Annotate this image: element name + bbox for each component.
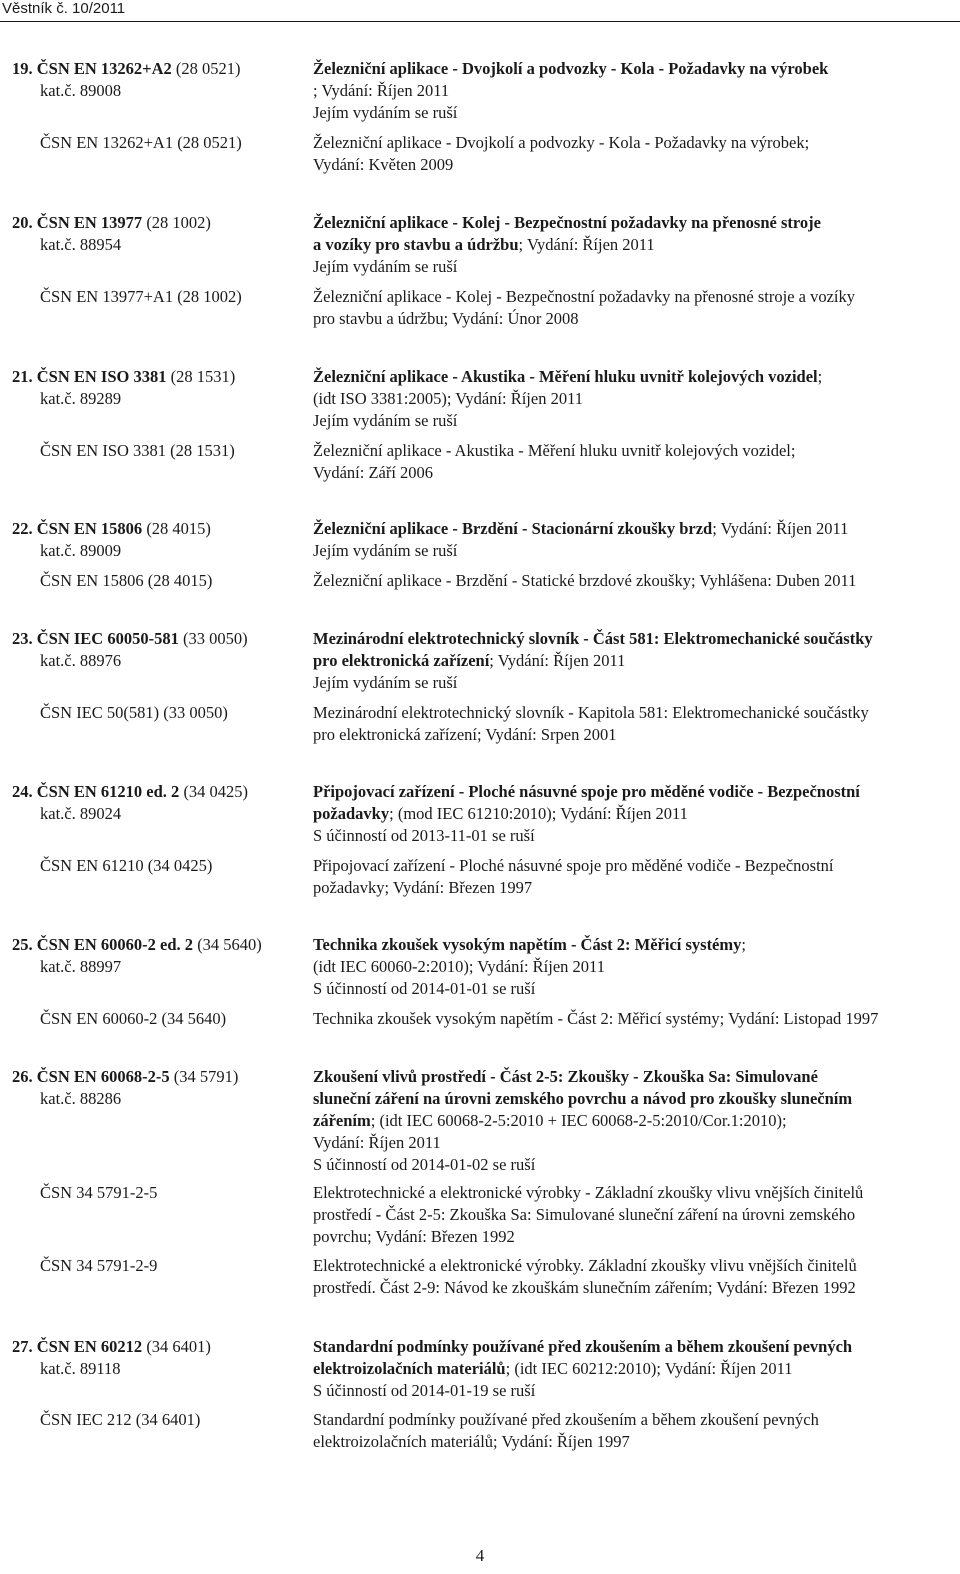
- replacement-note: S účinností od 2014-01-02 se ruší: [313, 1155, 536, 1174]
- standard-title: Železniční aplikace - Kolej - Bezpečnostní požadavky na přenosné stroje: [313, 213, 821, 232]
- standard-designation: 23. ČSN IEC 60050-581 (33 0050): [12, 629, 248, 648]
- standard-designation: 26. ČSN EN 60068-2-5 (34 5791): [12, 1067, 239, 1086]
- replaced-title-line: Vydání: Září 2006: [313, 463, 434, 482]
- replacement-note: Jejím vydáním se ruší: [313, 673, 458, 692]
- replaced-title-line: pro elektronická zařízení; Vydání: Srpen 2001: [313, 725, 617, 744]
- replaced-title-line: prostředí. Část 2-9: Návod ke zkouškám slunečním zářením; Vydání: Březen 1992: [313, 1278, 856, 1297]
- standard-designation: 27. ČSN EN 60212 (34 6401): [12, 1337, 211, 1356]
- catalog-number: kat.č. 88976: [40, 651, 122, 670]
- replaced-title-line: pro stavbu a údržbu; Vydání: Únor 2008: [313, 309, 579, 328]
- standard-title: zářením; (idt IEC 60068-2-5:2010 + IEC 60068-2-5:2010/Cor.1:2010);: [313, 1111, 787, 1130]
- standard-title: požadavky; (mod IEC 61210:2010); Vydání: Říjen 2011: [313, 804, 688, 823]
- issue-date: (idt ISO 3381:2005); Vydání: Říjen 2011: [313, 389, 583, 408]
- replacement-note: Jejím vydáním se ruší: [313, 103, 458, 122]
- replaced-standard: ČSN 34 5791-2-9: [40, 1256, 158, 1275]
- standard-designation: 25. ČSN EN 60060-2 ed. 2 (34 5640): [12, 935, 262, 954]
- replaced-title-line: Mezinárodní elektrotechnický slovník - Kapitola 581: Elektromechanické součástky: [313, 703, 869, 722]
- replaced-standard: ČSN EN ISO 3381 (28 1531): [40, 441, 235, 460]
- standard-designation: 20. ČSN EN 13977 (28 1002): [12, 213, 211, 232]
- replaced-standard: ČSN 34 5791-2-5: [40, 1183, 158, 1202]
- replaced-title-line: Technika zkoušek vysokým napětím - Část 2: Měřicí systémy; Vydání: Listopad 1997: [313, 1009, 879, 1028]
- replaced-standard: ČSN EN 13977+A1 (28 1002): [40, 287, 242, 306]
- standard-title: Připojovací zařízení - Ploché násuvné spoje pro měděné vodiče - Bezpečnostní: [313, 782, 860, 801]
- replaced-title-line: elektroizolačních materiálů; Vydání: Říjen 1997: [313, 1432, 630, 1451]
- replacement-note: S účinností od 2014-01-19 se ruší: [313, 1381, 536, 1400]
- standard-title: Technika zkoušek vysokým napětím - Část 2: Měřicí systémy;: [313, 935, 746, 954]
- replacement-note: S účinností od 2014-01-01 se ruší: [313, 979, 536, 998]
- replacement-note: S účinností od 2013-11-01 se ruší: [313, 826, 535, 845]
- replaced-title-line: Železniční aplikace - Brzdění - Statické brzdové zkoušky; Vyhlášena: Duben 2011: [313, 571, 857, 590]
- catalog-number: kat.č. 89009: [40, 541, 122, 560]
- catalog-number: kat.č. 88954: [40, 235, 122, 254]
- replaced-standard: ČSN EN 13262+A1 (28 0521): [40, 133, 242, 152]
- replaced-standard: ČSN IEC 212 (34 6401): [40, 1410, 201, 1429]
- replaced-standard: ČSN EN 61210 (34 0425): [40, 856, 213, 875]
- journal-title: Věstník č. 10/2011: [2, 0, 126, 17]
- standard-title: Zkoušení vlivů prostředí - Část 2-5: Zkoušky - Zkouška Sa: Simulované: [313, 1067, 818, 1086]
- standard-title: pro elektronická zařízení; Vydání: Říjen 2011: [313, 651, 626, 670]
- replaced-title-line: Standardní podmínky používané před zkoušením a během zkoušení pevných: [313, 1410, 819, 1429]
- standard-title: Železniční aplikace - Dvojkolí a podvozky - Kola - Požadavky na výrobek: [313, 59, 829, 78]
- replaced-title-line: Elektrotechnické a elektronické výrobky - Základní zkoušky vlivu vnějších činitelů: [313, 1183, 864, 1202]
- standard-title: elektroizolačních materiálů; (idt IEC 60212:2010); Vydání: Říjen 2011: [313, 1359, 793, 1378]
- replaced-title-line: prostředí - Část 2-5: Zkouška Sa: Simulované sluneční záření na úrovni zemského: [313, 1205, 856, 1224]
- standard-title: Železniční aplikace - Brzdění - Stacionární zkoušky brzd; Vydání: Říjen 2011: [313, 519, 849, 538]
- standard-designation: 22. ČSN EN 15806 (28 4015): [12, 519, 211, 538]
- replacement-note: Jejím vydáním se ruší: [313, 411, 458, 430]
- standard-designation: 24. ČSN EN 61210 ed. 2 (34 0425): [12, 782, 249, 801]
- standard-title: sluneční záření na úrovni zemského povrchu a návod pro zkoušky slunečním: [313, 1089, 853, 1108]
- replacement-note: Jejím vydáním se ruší: [313, 257, 458, 276]
- issue-date: (idt IEC 60060-2:2010); Vydání: Říjen 2011: [313, 957, 605, 976]
- page-header: [0, 0, 960, 28]
- header-rule: [0, 21, 960, 22]
- issue-date: ; Vydání: Říjen 2011: [313, 81, 450, 100]
- standard-title: Železniční aplikace - Akustika - Měření hluku uvnitř kolejových vozidel;: [313, 367, 823, 386]
- catalog-number: kat.č. 89024: [40, 804, 122, 823]
- catalog-number: kat.č. 88286: [40, 1089, 122, 1108]
- catalog-number: kat.č. 88997: [40, 957, 122, 976]
- standard-title: Standardní podmínky používané před zkoušením a během zkoušení pevných: [313, 1337, 853, 1356]
- page-number: 4: [475, 1546, 485, 1565]
- replaced-standard: ČSN IEC 50(581) (33 0050): [40, 703, 228, 722]
- replaced-title-line: Vydání: Květen 2009: [313, 155, 454, 174]
- catalog-number: kat.č. 89118: [40, 1359, 121, 1378]
- replaced-standard: ČSN EN 15806 (28 4015): [40, 571, 213, 590]
- catalog-number: kat.č. 89008: [40, 81, 122, 100]
- replaced-title-line: povrchu; Vydání: Březen 1992: [313, 1227, 515, 1246]
- replaced-title-line: Železniční aplikace - Akustika - Měření hluku uvnitř kolejových vozidel;: [313, 441, 796, 460]
- replaced-title-line: Elektrotechnické a elektronické výrobky. Základní zkoušky vlivu vnějších činitelů: [313, 1256, 857, 1275]
- standard-designation: 19. ČSN EN 13262+A2 (28 0521): [12, 59, 241, 78]
- catalog-number: kat.č. 89289: [40, 389, 122, 408]
- standard-title: Mezinárodní elektrotechnický slovník - Část 581: Elektromechanické součástky: [313, 629, 873, 648]
- replaced-title-line: Připojovací zařízení - Ploché násuvné spoje pro měděné vodiče - Bezpečnostní: [313, 856, 834, 875]
- replaced-title-line: Železniční aplikace - Dvojkolí a podvozky - Kola - Požadavky na výrobek;: [313, 133, 810, 152]
- standard-title: a vozíky pro stavbu a údržbu; Vydání: Říjen 2011: [313, 235, 655, 254]
- standard-designation: 21. ČSN EN ISO 3381 (28 1531): [12, 367, 236, 386]
- replaced-title-line: požadavky; Vydání: Březen 1997: [313, 878, 533, 897]
- replaced-title-line: Železniční aplikace - Kolej - Bezpečnostní požadavky na přenosné stroje a vozíky: [313, 287, 855, 306]
- issue-date: Vydání: Říjen 2011: [313, 1133, 441, 1152]
- replaced-standard: ČSN EN 60060-2 (34 5640): [40, 1009, 227, 1028]
- replacement-note: Jejím vydáním se ruší: [313, 541, 458, 560]
